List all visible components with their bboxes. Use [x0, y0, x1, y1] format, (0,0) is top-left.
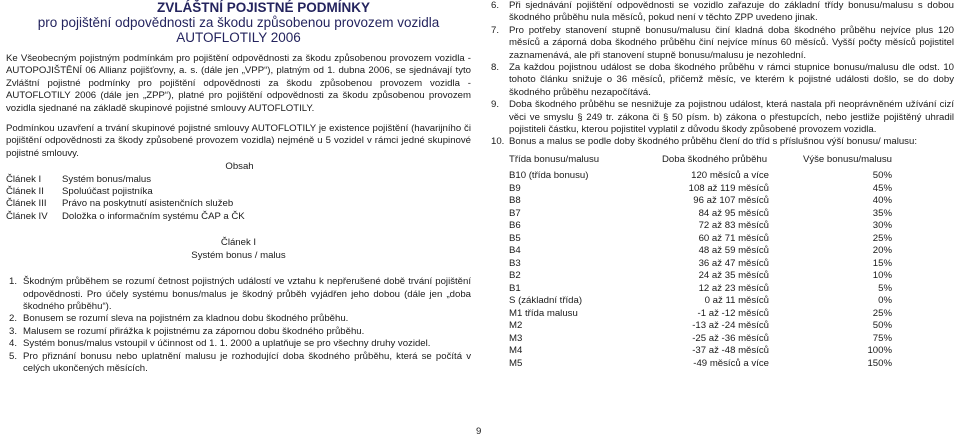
table-cell-class: B8	[509, 195, 521, 207]
table-row	[509, 170, 892, 183]
table-row	[509, 220, 892, 233]
list-item-text: Pro potřeby stanovení stupně bonusu/malusu činí kladná doba škodného průběhu nejvíce plus 120 měsíců a záporná doba škodného průběhu činí nejvíce mínus 60 měsíců. Vyšší počty měsíců pojistitel zaznamenává, ale při stanovení stupně bonusu/malusu je nezohlední.	[509, 24, 954, 61]
table-row	[509, 358, 892, 371]
table-header-row	[509, 154, 892, 167]
list-item-number: 9.	[491, 99, 500, 111]
list-item-text: Škodným průběhem se rozumí četnost pojistných událostí ve vztahu k nepřerušené době trvání pojištění odpovědnosti. Pro účely systému bonus/malus je škodný průběh vyjádřen jeho dobou (dále jen „doba škodného průběhu“).	[23, 276, 471, 312]
article-number: Článek I	[220, 237, 257, 249]
table-cell-period: 24 až 35 měsíců	[698, 270, 769, 282]
list-item	[491, 0, 954, 25]
table-cell-period: 0 až 11 měsíců	[704, 295, 769, 307]
table-cell-period: -13 až -24 měsíců	[692, 320, 769, 332]
list-item-text: Doba škodného průběhu se nesnižuje za pojistnou událost, která nastala při neoprávněném užívání cizí věci ve smyslu § 249 tr. zákona či § 50 písm. b) zákona o přestupcích, nebo jestliže pojištěný uhradil pojistiteli částku, kterou pojistitel vyplatil z důvodu škody způsobené provozem vozidla.	[509, 99, 954, 136]
table-cell-rate: 0%	[878, 295, 892, 307]
list-item-number: 1.	[9, 276, 18, 288]
table-cell-period: 36 až 47 měsíců	[698, 257, 769, 269]
table-cell-class: S (základní třída)	[509, 295, 583, 307]
table-cell-class: B1	[509, 282, 521, 294]
table-cell-rate: 40%	[872, 195, 892, 207]
table-cell-class: M5	[509, 357, 523, 369]
table-cell-rate: 25%	[872, 232, 892, 244]
table-header-class: Třída bonusu/malusu	[509, 153, 600, 165]
toc-item	[6, 198, 471, 210]
table-cell-rate: 20%	[872, 245, 892, 257]
toc-item-number: Článek III	[6, 198, 47, 210]
toc-item-label: Právo na poskytnutí asistenčních služeb	[62, 198, 234, 210]
table-cell-class: B7	[509, 207, 521, 219]
table-cell-period: 120 měsíců a více	[691, 170, 769, 182]
table-row	[509, 295, 892, 308]
article-items-right	[491, 0, 954, 149]
table-cell-class: B4	[509, 245, 521, 257]
list-item	[6, 276, 471, 313]
right-column	[491, 0, 954, 370]
toc-item	[6, 211, 471, 223]
list-item	[6, 313, 471, 325]
table-cell-class: M2	[509, 320, 523, 332]
intro-paragraph: Ke Všeobecným pojistným podmínkám pro pojištění odpovědnosti za škodu způsobenou provozem vozidla - AUTOPOJIŠTĚNÍ 06 Allianz pojišťovny, a. s. (dále jen „VPP“), platným od 1. dubna 2006, se sjednávají tyto Zvláštní pojistné podmínky pro pojištění odpovědnosti za škodu způsobenou provozem vozidla - AUTOFLOTILY 2006 (dále jen „ZPP“), platné pro pojištění odpovědnosti za škodu způsobenou provozem vozidla sjednané na základě skupinové pojistné smlouvy AUTOFLOTILY.	[6, 53, 471, 114]
list-item-text: Malusem se rozumí přirážka k pojistnému za zápornou dobu škodného průběhu.	[23, 325, 365, 337]
toc-item-label: Doložka o informačním systému ČAP a ČK	[62, 210, 245, 222]
table-row	[509, 345, 892, 358]
list-item-text: Za každou pojistnou událost se doba škodného průběhu v rámci stupnice bonusu/malusu dle odst. 10 tohoto článku snižuje o 36 měsíců, přičemž měsíc, ve kterém k pojistné události došlo, se do doby škodného průběhu nezapočítává.	[509, 62, 954, 98]
list-item-number: 2.	[9, 313, 18, 325]
list-item-number: 6.	[491, 0, 500, 11]
table-cell-class: B2	[509, 270, 521, 282]
table-row	[509, 183, 892, 196]
table-cell-rate: 25%	[872, 307, 892, 319]
table-cell-rate: 150%	[867, 357, 892, 369]
table-row	[509, 233, 892, 246]
toc-item-number: Článek II	[6, 186, 44, 198]
list-item-text: Systém bonus/malus vstoupil v účinnost od 1. 1. 2000 a uplatňuje se pro všechny druhy vozidel.	[23, 338, 431, 350]
list-item-text: Pro přiznání bonusu nebo uplatnění malusu je rozhodující doba škodného průběhu, která se počítá v celých ukončených měsících.	[23, 350, 471, 374]
table-header-period: Doba škodného průběhu	[662, 153, 768, 165]
toc-item-number: Článek I	[6, 173, 42, 185]
table-cell-period: 84 až 95 měsíců	[698, 207, 769, 219]
list-item-number: 10.	[491, 136, 505, 148]
table-cell-rate: 30%	[872, 220, 892, 232]
toc-item	[6, 174, 471, 186]
article-heading	[6, 237, 471, 262]
list-item	[6, 326, 471, 338]
table-row	[509, 333, 892, 346]
bonus-malus-table	[509, 154, 892, 371]
list-item-text: Při sjednávání pojištění odpovědnosti se vozidlo zařazuje do základní třídy bonusu/malusu s dobou škodného průběhu nula měsíců, pokud není v těchto ZPP uvedeno jinak.	[509, 0, 954, 24]
table-cell-period: -1 až -12 měsíců	[697, 307, 769, 319]
table-row	[509, 270, 892, 283]
list-item-text: Bonusem se rozumí sleva na pojistném za kladnou dobu škodného průběhu.	[23, 313, 349, 325]
list-item-number: 4.	[9, 338, 18, 350]
table-cell-rate: 100%	[867, 345, 892, 357]
table-cell-period: 108 až 119 měsíců	[688, 182, 769, 194]
article-title: Systém bonus / malus	[191, 249, 286, 261]
table-row	[509, 258, 892, 271]
title-line-1: ZVLÁŠTNÍ POJISTNÉ PODMÍNKY	[156, 0, 371, 15]
title-line-2: pro pojištění odpovědnosti za škodu způsobenou provozem vozidla	[37, 15, 440, 30]
table-cell-rate: 50%	[872, 170, 892, 182]
list-item-number: 5.	[9, 350, 18, 362]
title-line-3: AUTOFLOTILY 2006	[176, 30, 301, 45]
toc-item-label: Spoluúčast pojistníka	[62, 186, 153, 198]
table-row	[509, 308, 892, 321]
table-header-rate: Výše bonusu/malusu	[802, 153, 892, 165]
table-row	[509, 320, 892, 333]
table-row	[509, 283, 892, 296]
table-row	[509, 245, 892, 258]
table-cell-period: 12 až 23 měsíců	[698, 282, 769, 294]
list-item	[6, 338, 471, 350]
left-column	[6, 0, 471, 375]
list-item-number: 3.	[9, 325, 18, 337]
table-cell-class: M3	[509, 332, 523, 344]
list-item	[6, 351, 471, 376]
table-cell-period: 60 až 71 měsíců	[698, 232, 769, 244]
table-cell-rate: 45%	[872, 182, 892, 194]
table-cell-class: M1 třída malusu	[509, 307, 578, 319]
table-cell-rate: 15%	[872, 257, 892, 269]
table-row	[509, 195, 892, 208]
toc-item	[6, 186, 471, 198]
list-item-text: Bonus a malus se podle doby škodného průběhu člení do tříd s příslušnou výší bonusu/ malusu:	[509, 136, 917, 148]
list-item	[491, 136, 954, 148]
article-items-left	[6, 276, 471, 375]
condition-paragraph: Podmínkou uzavření a trvání skupinové pojistné smlouvy AUTOFLOTILY je existence pojištění (havarijního či pojištění odpovědnosti za škody způsobené provozem vozidla) nejméně u 5 vozidel v rámci jedné skupinové pojistné smlouvy.	[6, 123, 471, 159]
table-cell-period: 48 až 59 měsíců	[698, 245, 769, 257]
toc-item-label: Systém bonus/malus	[62, 173, 152, 185]
toc-item-number: Článek IV	[6, 210, 48, 222]
list-item	[491, 25, 954, 62]
table-cell-period: 96 až 107 měsíců	[693, 195, 769, 207]
toc-heading: Obsah	[225, 161, 254, 173]
table-cell-class: B9	[509, 182, 521, 194]
document-title	[6, 0, 471, 45]
table-cell-class: B5	[509, 232, 521, 244]
table-cell-rate: 50%	[872, 320, 892, 332]
table-cell-period: 72 až 83 měsíců	[698, 220, 769, 232]
list-item-number: 7.	[491, 24, 500, 36]
table-cell-class: B6	[509, 220, 521, 232]
table-cell-class: B10 (třída bonusu)	[509, 170, 589, 182]
table-cell-rate: 5%	[878, 282, 892, 294]
table-cell-period: -25 až -36 měsíců	[692, 332, 769, 344]
table-cell-rate: 75%	[872, 332, 892, 344]
table-cell-rate: 10%	[872, 270, 892, 282]
list-item-number: 8.	[491, 62, 500, 74]
table-of-contents	[6, 174, 471, 224]
list-item	[491, 99, 954, 136]
table-cell-class: B3	[509, 257, 521, 269]
table-row	[509, 208, 892, 221]
page-number: 9	[476, 426, 482, 437]
list-item	[491, 62, 954, 99]
table-cell-rate: 35%	[872, 207, 892, 219]
table-cell-period: -49 měsíců a více	[693, 357, 769, 369]
table-cell-period: -37 až -48 měsíců	[692, 345, 769, 357]
table-cell-class: M4	[509, 345, 523, 357]
